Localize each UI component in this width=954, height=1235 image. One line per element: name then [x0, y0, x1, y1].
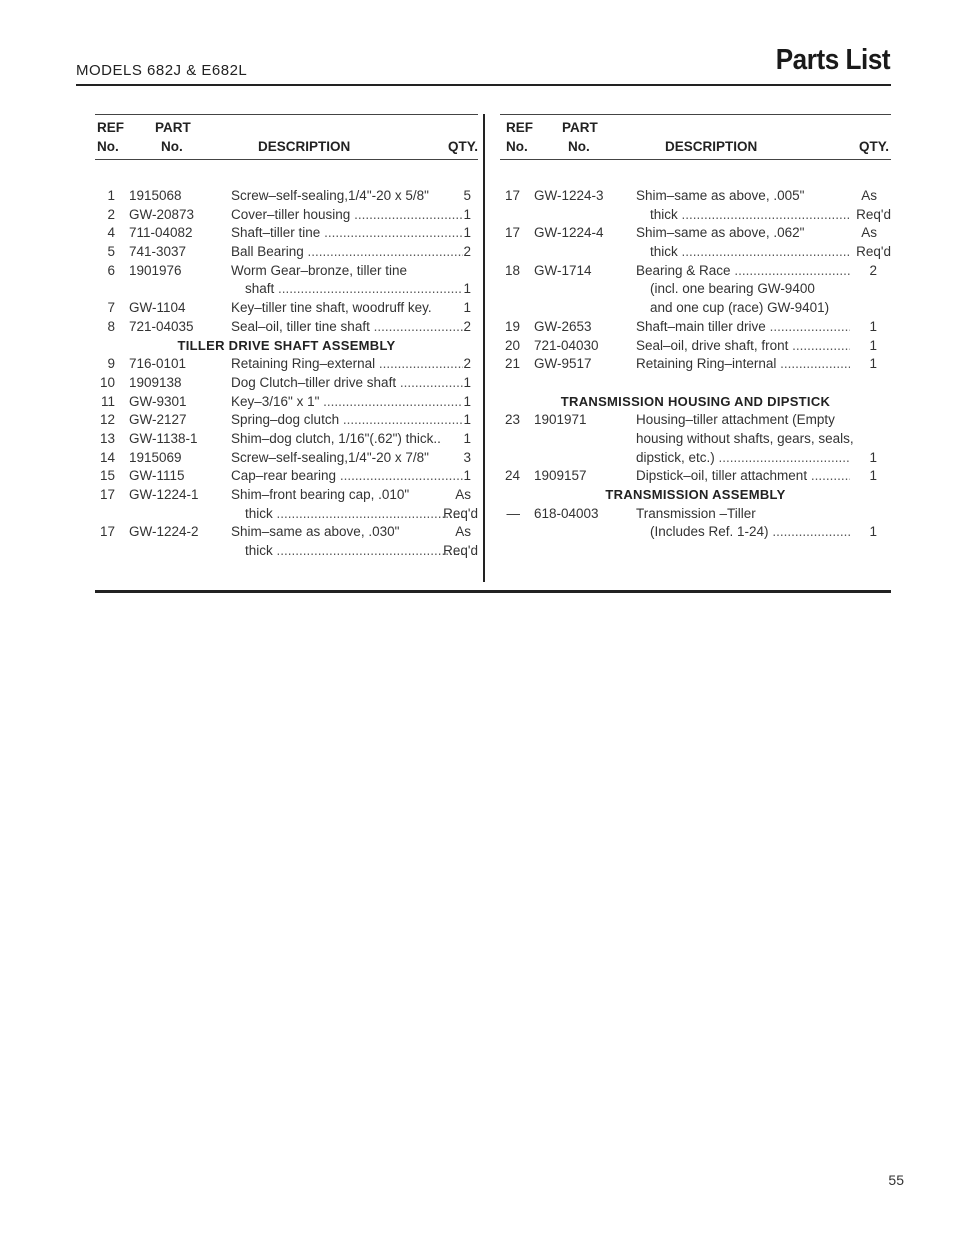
- part-header-line1: PART: [155, 120, 191, 135]
- parts-row: [500, 337, 891, 356]
- left-column-header: [95, 114, 478, 160]
- right-parts-column: [500, 114, 891, 542]
- qty-header: QTY.: [447, 139, 478, 154]
- part-description: thick .....: [650, 206, 850, 225]
- parts-row: [95, 355, 478, 374]
- part-quantity: 1: [869, 337, 877, 353]
- part-number: 1901976: [129, 262, 182, 278]
- parts-row: [500, 243, 891, 262]
- part-quantity: 1: [463, 206, 471, 222]
- parts-row: [95, 542, 478, 561]
- parts-row: [95, 374, 478, 393]
- part-number: GW-1224-2: [129, 524, 199, 540]
- part-quantity: 3: [463, 449, 471, 465]
- ref-number: 5: [107, 244, 115, 260]
- parts-row: [500, 299, 891, 318]
- ref-number: 2: [107, 206, 115, 222]
- part-number: 618-04003: [534, 505, 599, 521]
- parts-row: [95, 262, 478, 281]
- parts-row: [95, 523, 478, 542]
- part-number: 1915068: [129, 188, 182, 203]
- part-quantity: Req'd: [443, 543, 478, 559]
- ref-number: 6: [107, 262, 115, 278]
- part-description: Screw–self-sealing,1/4"-20 x 7/8": [231, 449, 429, 465]
- part-number: 711-04082: [129, 225, 193, 241]
- part-quantity: Req'd: [443, 505, 478, 521]
- part-number: 721-04030: [534, 337, 599, 353]
- part-description: Shaft–main tiller drive .....: [636, 318, 850, 337]
- part-description: thick .....: [245, 542, 463, 561]
- parts-row: [95, 318, 478, 337]
- ref-number: 7: [107, 300, 115, 316]
- part-number: GW-9301: [129, 393, 187, 409]
- part-description: Key–tiller tine shaft, woodruff key.: [231, 300, 432, 316]
- ref-number: 21: [504, 356, 520, 372]
- left-rows: [95, 187, 478, 561]
- part-quantity: Req'd: [856, 244, 891, 260]
- part-description: Key–3/16" x 1" .....: [231, 393, 463, 412]
- ref-header-line1: REF: [506, 120, 533, 135]
- part-description: Retaining Ring–external .....: [231, 355, 463, 374]
- parts-row: [95, 467, 478, 486]
- part-number: GW-1714: [534, 262, 592, 278]
- ref-number: 14: [99, 449, 115, 465]
- parts-row: [500, 224, 891, 243]
- part-quantity: 2: [463, 318, 471, 334]
- models-label: MODELS 682J & E682L: [76, 62, 248, 79]
- ref-header-line1: REF: [97, 120, 124, 135]
- ref-number: 4: [107, 225, 115, 241]
- ref-number: 17: [504, 225, 520, 241]
- parts-row: [95, 299, 478, 318]
- part-description: and one cup (race) GW-9401): [650, 300, 830, 316]
- part-number: GW-9517: [534, 356, 592, 372]
- parts-row: [95, 430, 478, 449]
- part-quantity: As: [455, 487, 471, 502]
- part-number: GW-1224-1: [129, 487, 199, 502]
- part-quantity: 1: [869, 449, 877, 465]
- part-quantity: 1: [463, 393, 471, 409]
- part-quantity: 1: [463, 468, 471, 484]
- part-number: GW-1138-1: [129, 430, 198, 446]
- part-number: 1915069: [129, 449, 182, 465]
- part-description: Shim–dog clutch, 1/16"(.62") thick..: [231, 430, 441, 446]
- part-quantity: 2: [463, 356, 471, 372]
- parts-row: [95, 449, 478, 468]
- ref-number: 15: [99, 468, 115, 484]
- left-group-b: [95, 355, 478, 561]
- spacer: [500, 374, 891, 393]
- part-description: Worm Gear–bronze, tiller tine: [231, 262, 408, 278]
- part-quantity: 2: [869, 262, 877, 278]
- part-quantity: 1: [463, 225, 471, 241]
- part-quantity: Req'd: [856, 206, 891, 222]
- ref-number: 17: [99, 524, 115, 540]
- part-quantity: 5: [463, 188, 471, 203]
- bottom-rule: [95, 590, 891, 593]
- ref-number: 19: [504, 318, 520, 334]
- qty-header: QTY.: [858, 139, 889, 154]
- part-number: 1909138: [129, 374, 182, 390]
- description-header: DESCRIPTION: [258, 139, 351, 154]
- part-description: Ball Bearing .....: [231, 243, 463, 262]
- part-header-line2: No.: [568, 139, 590, 154]
- parts-row: [500, 467, 891, 486]
- parts-row: [95, 505, 478, 524]
- part-number: 721-04035: [129, 318, 194, 334]
- part-description: shaft .....: [245, 280, 463, 299]
- parts-row: [95, 486, 478, 505]
- part-quantity: 1: [463, 300, 471, 316]
- ref-header-line2: No.: [506, 139, 528, 154]
- parts-row: [95, 224, 478, 243]
- part-description: (incl. one bearing GW-9400: [650, 281, 815, 297]
- column-divider: [483, 114, 485, 582]
- ref-number: 9: [107, 356, 115, 372]
- ref-header-line2: No.: [97, 139, 119, 154]
- part-header-line1: PART: [562, 120, 598, 135]
- part-header-line2: No.: [161, 139, 183, 154]
- part-number: GW-1115: [129, 468, 185, 484]
- part-quantity: 1: [463, 374, 471, 390]
- right-column-header: [500, 114, 891, 160]
- parts-row: [500, 523, 891, 542]
- section-heading-tiller-drive-shaft: TILLER DRIVE SHAFT ASSEMBLY: [177, 337, 396, 353]
- part-description: Screw–self-sealing,1/4"-20 x 5/8": [231, 188, 429, 203]
- parts-row: [500, 318, 891, 337]
- ref-number: 10: [99, 374, 115, 390]
- ref-number: 17: [99, 487, 115, 502]
- part-quantity: 2: [463, 244, 471, 260]
- parts-row: [500, 206, 891, 225]
- part-description: Shim–same as above, .030": [231, 524, 400, 540]
- parts-row: [500, 187, 891, 206]
- parts-row: [500, 262, 891, 281]
- part-quantity: As: [861, 225, 877, 241]
- parts-row: [95, 411, 478, 430]
- parts-row: [500, 505, 891, 524]
- part-quantity: 1: [869, 468, 877, 484]
- part-number: 741-3037: [129, 244, 187, 260]
- left-group-a: [95, 187, 478, 337]
- part-number: 1909157: [534, 468, 587, 484]
- part-quantity: 1: [869, 356, 877, 372]
- part-description: Seal–oil, tiller tine shaft .....: [231, 318, 463, 337]
- ref-number: 8: [107, 318, 115, 334]
- left-parts-column: [95, 114, 478, 561]
- parts-row: [500, 411, 891, 430]
- ref-number: 23: [504, 412, 520, 428]
- right-group-b: [500, 411, 891, 486]
- right-group-c: [500, 505, 891, 542]
- part-description: Retaining Ring–internal .....: [636, 355, 850, 374]
- parts-row: [95, 187, 478, 206]
- part-number: 1901971: [534, 412, 587, 428]
- part-description: thick .....: [650, 243, 850, 262]
- ref-number: 24: [504, 468, 520, 484]
- parts-row: [500, 280, 891, 299]
- part-description: Dipstick–oil, tiller attachment .....: [636, 467, 850, 486]
- right-rows: [500, 187, 891, 542]
- ref-number: 11: [100, 393, 115, 409]
- part-description: Housing–tiller attachment (Empty: [636, 412, 835, 428]
- part-description: Shaft–tiller tine .....: [231, 224, 463, 243]
- parts-row: [95, 393, 478, 412]
- part-description: housing without shafts, gears, seals,: [636, 430, 854, 446]
- ref-number: 17: [504, 188, 520, 203]
- page-title: Parts List: [775, 44, 890, 76]
- part-quantity: 1: [463, 412, 471, 428]
- ref-number: 13: [99, 430, 115, 446]
- section-heading-transmission-assembly: TRANSMISSION ASSEMBLY: [605, 487, 786, 502]
- part-description: Shim–front bearing cap, .010": [231, 487, 410, 502]
- section-heading-transmission-housing: TRANSMISSION HOUSING AND DIPSTICK: [560, 393, 831, 409]
- ref-number: —: [506, 505, 520, 521]
- ref-number: 20: [504, 337, 520, 353]
- page-number: 55: [888, 1172, 904, 1188]
- parts-row: [500, 449, 891, 468]
- part-description: Bearing & Race .....: [636, 262, 850, 281]
- part-quantity: 1: [463, 430, 471, 446]
- part-number: GW-1104: [129, 300, 186, 316]
- part-number: GW-2127: [129, 412, 187, 428]
- part-description: Dog Clutch–tiller drive shaft .....: [231, 374, 463, 393]
- parts-row: [500, 430, 891, 449]
- part-description: Cap–rear bearing .....: [231, 467, 463, 486]
- ref-number: 12: [99, 412, 115, 428]
- top-rule: [76, 84, 891, 86]
- part-number: GW-2653: [534, 318, 592, 334]
- part-number: GW-1224-3: [534, 188, 604, 203]
- part-description: Transmission –Tiller: [636, 505, 756, 521]
- right-group-a: [500, 187, 891, 374]
- part-description: Spring–dog clutch .....: [231, 411, 463, 430]
- part-description: Shim–same as above, .062": [636, 225, 805, 241]
- part-number: 716-0101: [129, 356, 187, 372]
- part-description: dipstick, etc.) .....: [636, 449, 850, 468]
- part-description: Seal–oil, drive shaft, front .....: [636, 337, 850, 356]
- part-description: Cover–tiller housing .....: [231, 206, 463, 225]
- parts-row: [95, 206, 478, 225]
- part-quantity: As: [455, 524, 471, 540]
- ref-number: 18: [504, 262, 520, 278]
- parts-row: [95, 243, 478, 262]
- part-number: GW-1224-4: [534, 225, 604, 241]
- part-description: (Includes Ref. 1-24) .....: [650, 523, 850, 542]
- part-quantity: 1: [869, 524, 877, 540]
- part-quantity: 1: [869, 318, 877, 334]
- description-header: DESCRIPTION: [665, 139, 758, 154]
- part-quantity: 1: [463, 281, 471, 297]
- part-quantity: As: [861, 188, 877, 203]
- parts-row: [95, 280, 478, 299]
- ref-number: 1: [107, 188, 115, 203]
- part-description: thick .....: [245, 505, 463, 524]
- parts-row: [500, 355, 891, 374]
- part-description: Shim–same as above, .005": [636, 188, 805, 203]
- part-number: GW-20873: [129, 206, 195, 222]
